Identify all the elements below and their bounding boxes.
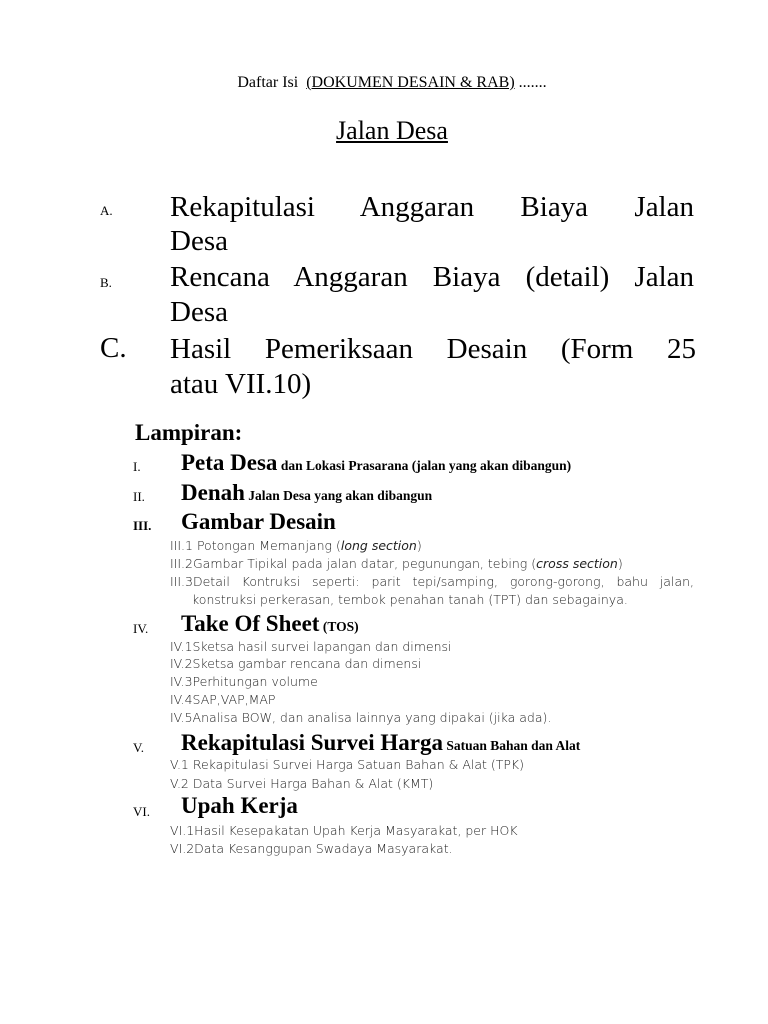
sub-iii-2-text: III.2Gambar Tipikal pada jalan datar, pegunungan, tebing (	[170, 556, 537, 571]
section-c-line1: Hasil Pemeriksaan Desain (Form 25	[170, 333, 696, 365]
header-underlined: (DOKUMEN DESAIN & RAB)	[306, 74, 515, 91]
lampiran-numeral-ii: II.	[133, 489, 145, 504]
lampiran-item-iii	[181, 509, 336, 535]
lampiran-item-ii	[181, 480, 432, 506]
lampiran-item-vi	[181, 793, 298, 819]
item-iii-sub-3: III.3Detail Kontruksi seperti: parit tepi/samping, gorong-gorong, bahu jalan,	[170, 574, 694, 589]
section-a-marker: A.	[100, 203, 113, 218]
item-iv-sub-3: IV.3Perhitungan volume	[170, 674, 318, 689]
section-a-line2: Desa	[170, 225, 228, 257]
item-iv-sub-1: IV.1Sketsa hasil survei lapangan dan dimensi	[170, 639, 452, 654]
lampiran-item-i	[181, 450, 571, 476]
item-iv-title: Take Of Sheet	[181, 611, 320, 636]
item-i-title: Peta Desa	[181, 450, 278, 475]
lampiran-numeral-iii: III.	[133, 518, 152, 533]
lampiran-numeral-v: V.	[133, 740, 144, 755]
lampiran-numeral-i: I.	[133, 459, 141, 474]
item-i-desc: dan Lokasi Prasarana (jalan yang akan dibangun)	[277, 458, 572, 473]
item-v-desc: Satuan Bahan dan Alat	[442, 738, 581, 753]
lampiran-heading: Lampiran:	[135, 420, 243, 445]
document-title	[0, 116, 768, 146]
item-iii-sub-2	[170, 556, 623, 571]
item-ii-desc: Jalan Desa yang akan dibangun	[244, 488, 433, 503]
title-text: Jalan Desa	[336, 116, 448, 145]
item-iv-sub-5: IV.5Analisa BOW, dan analisa lainnya yang dipakai (jika ada).	[170, 710, 552, 725]
item-vi-sub-1: VI.1Hasil Kesepakatan Upah Kerja Masyarakat, per HOK	[170, 823, 518, 838]
document-header	[0, 74, 768, 92]
sub-iii-2-post: )	[617, 556, 623, 571]
section-b-line1: Rencana Anggaran Biaya (detail) Jalan	[170, 261, 694, 293]
sub-iii-1-post: )	[416, 538, 422, 553]
sub-iii-1-italic: long section	[340, 538, 417, 553]
item-v-title: Rekapitulasi Survei Harga	[181, 730, 443, 755]
item-iv-sub-4: IV.4SAP,VAP,MAP	[170, 692, 276, 707]
section-b-line2: Desa	[170, 296, 228, 328]
item-iii-title: Gambar Desain	[181, 509, 336, 534]
lampiran-numeral-vi: VI.	[133, 804, 150, 819]
lampiran-item-v	[181, 730, 580, 756]
item-vi-sub-2: VI.2Data Kesanggupan Swadaya Masyarakat.	[170, 841, 453, 856]
section-a-line1: Rekapitulasi Anggaran Biaya Jalan	[170, 191, 694, 223]
item-iv-sub-2: IV.2Sketsa gambar rencana dan dimensi	[170, 656, 422, 671]
item-iv-desc: (TOS)	[319, 619, 359, 634]
item-vi-title: Upah Kerja	[181, 793, 298, 818]
item-v-sub-2: V.2 Data Survei Harga Bahan & Alat (KMT)	[170, 776, 434, 791]
sub-iii-1-text: III.1 Potongan Memanjang (	[170, 538, 341, 553]
header-prefix: Daftar Isi	[237, 74, 299, 91]
item-iii-sub-3-cont: konstruksi perkerasan, tembok penahan tanah (TPT) dan sebagainya.	[192, 592, 628, 607]
header-suffix: .......	[514, 74, 547, 91]
lampiran-item-iv	[181, 611, 359, 637]
lampiran-numeral-iv: IV.	[133, 621, 149, 636]
item-ii-title: Denah	[181, 480, 245, 505]
section-c-marker: C.	[100, 332, 127, 364]
section-c-line2: atau VII.10)	[170, 368, 312, 400]
item-v-sub-1: V.1 Rekapitulasi Survei Harga Satuan Bahan & Alat (TPK)	[170, 757, 524, 772]
sub-iii-2-italic: cross section	[536, 556, 618, 571]
item-iii-sub-1	[170, 538, 422, 553]
section-b-marker: B.	[100, 275, 112, 290]
